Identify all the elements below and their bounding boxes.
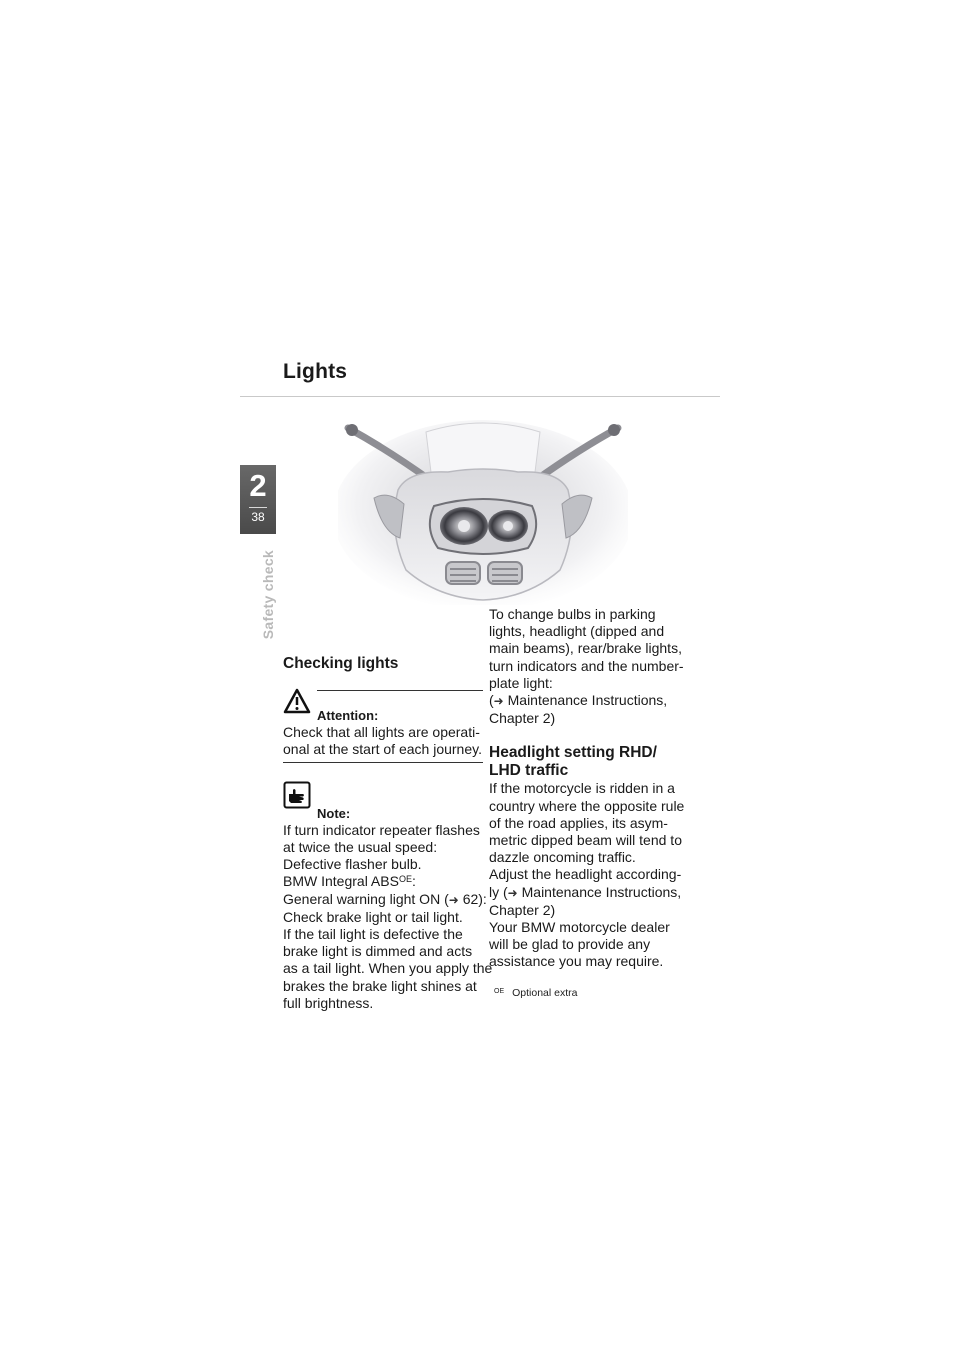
bulbs-text-line: turn indicators and the number- <box>489 657 684 674</box>
section-heading-checking-lights: Checking lights <box>283 655 399 672</box>
setting-text-line: will be glad to provide any <box>489 936 651 953</box>
bulbs-reference-line: (➜ Maintenance Instructions, <box>489 692 668 709</box>
title-divider <box>240 396 720 397</box>
page-number: 38 <box>251 510 265 524</box>
attention-bottom-rule <box>283 762 483 763</box>
note-text-line: Defective flasher bulb. <box>283 856 422 873</box>
chapter-tab <box>240 465 276 534</box>
motorcycle-headlight-illustration <box>338 420 628 605</box>
arrow-right-icon: ➜ <box>493 694 504 709</box>
left-column <box>283 655 493 1012</box>
note-text-line: as a tail light. When you apply the <box>283 960 493 977</box>
right-column <box>489 606 699 971</box>
note-hand-icon <box>283 781 311 809</box>
section-heading-headlight-setting: Headlight setting RHD/ LHD traffic <box>489 744 657 780</box>
attention-top-rule <box>317 690 483 691</box>
note-label: Note: <box>317 805 351 821</box>
setting-text-line: country where the opposite rule <box>489 797 685 814</box>
chapter-tab-divider <box>249 507 267 508</box>
arrow-right-icon: ➜ <box>448 892 459 907</box>
note-text-line: If the tail light is defective the <box>283 926 463 943</box>
note-text-line: brakes the brake light shines at <box>283 977 477 994</box>
page-title: Lights <box>283 360 348 383</box>
setting-text-line: assistance you may require. <box>489 953 664 970</box>
section-side-label: Safety check <box>260 550 276 640</box>
chapter-number: 2 <box>249 468 267 503</box>
note-text-line: If turn indicator repeater flashes <box>283 821 480 838</box>
note-text-line: full brightness. <box>283 994 374 1011</box>
setting-text-line: If the motorcycle is ridden in a <box>489 780 675 797</box>
bulbs-text-line: main beams), rear/brake lights, <box>489 640 682 657</box>
bulbs-text-line: plate light: <box>489 674 553 691</box>
footnote-text: Optional extra <box>512 987 578 999</box>
note-text-line-warning: General warning light ON (➜ 62): <box>283 890 487 907</box>
warning-triangle-icon <box>283 688 311 714</box>
setting-text-line: metric dipped beam will tend to <box>489 832 682 849</box>
attention-text-line: onal at the start of each journey. <box>283 741 482 758</box>
footnote <box>494 987 578 999</box>
bulbs-text-line: To change bulbs in parking <box>489 606 656 622</box>
attention-callout <box>283 688 483 763</box>
setting-text-line: Adjust the headlight according- <box>489 866 682 883</box>
optional-extra-marker: OE <box>398 874 412 885</box>
bulbs-text-line: Chapter 2) <box>489 710 556 727</box>
setting-text-line: Your BMW motorcycle dealer <box>489 919 670 936</box>
note-text-line-abs: BMW Integral $ABS^{OE}$: <box>283 873 416 890</box>
setting-text-line: Chapter 2) <box>489 901 556 918</box>
footnote-mark: OE <box>494 988 505 995</box>
bulbs-text-line: lights, headlight (dipped and <box>489 623 665 640</box>
arrow-right-icon: ➜ <box>507 885 518 900</box>
attention-label: Attention: <box>317 708 379 723</box>
attention-text-line: Check that all lights are operati- <box>283 724 480 741</box>
setting-text-line: of the road applies, its asym- <box>489 814 668 831</box>
note-text-line: at twice the usual speed: <box>283 839 438 856</box>
setting-reference-line: ly (➜ Maintenance Instructions, <box>489 883 682 900</box>
note-text-line: brake light is dimmed and acts <box>283 943 473 960</box>
setting-text-line: dazzle oncoming traffic. <box>489 849 636 866</box>
note-text-line: Check brake light or tail light. <box>283 908 463 925</box>
note-callout <box>283 781 493 1012</box>
